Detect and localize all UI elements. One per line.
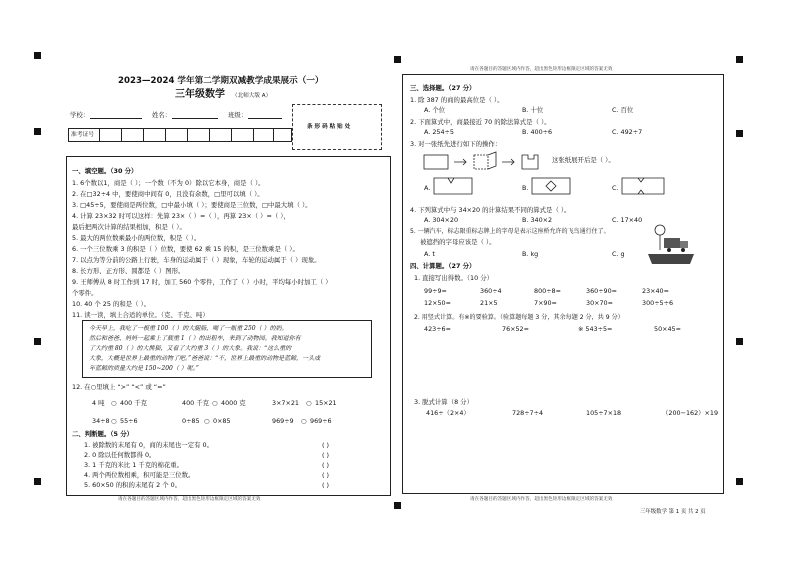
section4-heading: 四、计算题。（27 分） [410,262,476,270]
judge-answer-3[interactable]: ( ) [322,461,330,469]
option-a-shape [434,176,474,196]
oral-calc-item: 7×90= [534,299,557,307]
choice-q4-option-b[interactable]: B. 340×2 [522,216,553,224]
choice-q5-option-b[interactable]: B. kg [522,250,539,258]
school-field[interactable] [90,118,142,119]
compare-right: 55÷6 [120,417,138,425]
fill-line-9: 9. 王师傅从 8 时工作到 17 时，加工 560 个零件，工作了（ ）小时，平均每小时加工（ ） [72,278,332,286]
oral-calc-item: 300÷5÷6 [642,299,674,307]
exam-subject: 三年级数学 [175,89,225,100]
choice-q3: 3. 对一张纸先进行如下的操作： [410,140,502,148]
compare-left: 4 吨 [92,399,105,407]
vertical-calc-item: ※ 543÷5= [578,325,613,333]
vertical-calc-item: 50×45= [654,325,681,333]
choice-q1-option-a[interactable]: A. 个位 [424,106,446,114]
step-calc-item: （200−162）×19 [662,409,719,417]
exam-edition: （北师大版 A） [232,93,272,99]
vertical-calc-item: 76×52= [502,325,529,333]
fill-line-10: 10. 40 个 25 的和是（ ）。 [72,300,151,308]
section2-heading: 二、判断题。（5 分） [72,430,133,438]
choice-q4-option-a[interactable]: A. 304×20 [424,216,459,224]
choice-q3-option-a[interactable]: A. [424,184,431,192]
judge-item-2: 2. 0 除以任何数都得 0。 [84,451,156,459]
class-label: 班级： [228,111,248,119]
fill-line-9b: 个零件。 [72,289,98,297]
registration-mark [736,56,743,63]
registration-mark [34,52,41,59]
choice-q3-option-b[interactable]: B. [522,184,529,192]
oral-calc-item: 12×50= [424,299,451,307]
story-line: 今天早上，我吃了一根重 100（ ）的大腿肠，喝了一瓶重 250（ ）的奶。 [89,325,288,332]
judge-answer-4[interactable]: ( ) [322,471,330,479]
choice-q5: 5. 一辆汽车，标志限重标志牌上的字母是表示这座桥允许的飞鸟通行住了。 [410,228,610,235]
oral-calc-item: 360÷4 [480,287,502,295]
registration-mark [394,56,401,63]
fill-line-4b: 最后把两次计算的结果相加，积是（ ）。 [72,223,186,231]
choice-q5-option-a[interactable]: A. t [424,250,435,258]
exam-id-label: 准考证号 [71,132,95,138]
fill-line-7: 7. 以点为等分前的公路上行驶，车身的运动属于（ ）现象，车轮的运动属于（ ）现象。 [72,256,321,264]
oral-calc-item: 360÷90= [586,287,618,295]
compare-circle[interactable]: ○ [111,417,117,425]
fill-line-2: 2. 在□32÷4 中，要使商中间有 0，且没有余数，□里可以填（ ）。 [72,190,264,198]
choice-q4-option-c[interactable]: C. 17×40 [612,216,643,224]
story-line: 大象，大概是世界上最重的动物了吧。”爸爸说：“不，世界上最重的动物是蓝鲸，一头成 [89,355,321,362]
option-c-shape [622,176,666,196]
step-calc-item: 105÷7×18 [586,409,622,417]
oral-calc-instruction: 1. 直接写出得数。（10 分） [414,274,493,282]
footer-notice-left: 请在各题目的答题区域内作答，超出黑色矩形边框限定区域的答案无效 [118,497,261,502]
compare-right: 15×21 [315,399,337,407]
story-line: 然后和爸爸、妈妈一起乘上了载重 1（ ）的出租车，来到了动物园。我知道你有 [89,335,301,342]
choice-q1-option-b[interactable]: B. 十位 [522,106,544,114]
compare-left: 400 千克 [182,399,210,407]
truck-bridge-figure [648,224,694,266]
exam-id-grid[interactable] [68,128,292,142]
oral-calc-item: 99÷9= [424,287,447,295]
judge-answer-5[interactable]: ( ) [322,481,330,489]
choice-q2-option-c[interactable]: C. 492÷7 [612,128,643,136]
compare-left: 969÷9 [272,417,294,425]
oral-calc-item: 800÷8= [534,287,561,295]
choice-q2-option-b[interactable]: B. 400÷6 [522,128,553,136]
compare-right: 969÷6 [310,417,332,425]
choice-q3-question: 这张纸展开后是（ ）。 [552,156,615,164]
judge-item-1: 1. 被除数的末尾有 0，商的末尾也一定有 0。 [84,441,213,449]
step-calc-item: 728÷7÷4 [512,409,544,417]
exam-title: 2023—2024 学年第二学期双减教学成果展示（一） [118,76,324,86]
compare-circle[interactable]: ○ [204,417,210,425]
choice-q3-option-c[interactable]: C. [612,184,619,192]
choice-q1-option-c[interactable]: C. 百位 [612,106,634,114]
footer-notice-right: 请在各题目的答题区域内作答，超出黑色矩形边框限定区域的答案无效 [470,497,613,502]
registration-mark [394,502,401,509]
vertical-calc-instruction: 2. 用竖式计算。有※的要验算。（验算题每题 3 分，其余每题 2 分，共 9 分） [414,314,624,321]
comparison-instruction: 12. 在○里填上 “>” “<” 或 “=” [72,383,166,391]
school-label: 学校： [70,111,90,119]
compare-left: 0÷85 [182,417,200,425]
right-answer-panel [402,74,724,494]
section3-heading: 三、选择题。（27 分） [410,84,476,92]
compare-circle[interactable]: ○ [301,417,307,425]
registration-mark [34,338,41,345]
compare-circle[interactable]: ○ [306,399,312,407]
page-footer: 三年级数学 第 1 页 共 2 页 [640,509,706,515]
registration-mark [736,130,743,137]
barcode-area [292,104,382,150]
reading-passage-box [82,320,372,378]
section1-heading: 一、填空题。（30 分） [72,167,138,175]
judge-answer-1[interactable]: ( ) [322,441,330,449]
name-field[interactable] [172,118,218,119]
fill-line-11: 11. 读一读，填上合适的单位。（克、千克、吨） [72,311,209,319]
fill-line-8: 8. 长方形、正方形、圆都是（ ）图形。 [72,267,185,275]
judge-answer-2[interactable]: ( ) [322,451,330,459]
fill-line-3: 3. □45÷5，要使商是两位数，□中最小填（ ）；要使商是三位数，□中最大填（ ）。 [72,201,312,209]
name-label: 姓名： [152,111,172,119]
barcode-label: 条 形 码 粘 贴 处 [307,124,351,130]
choice-q2-option-a[interactable]: A. 254÷5 [424,128,454,136]
class-field[interactable] [248,118,282,119]
oral-calc-item: 21×5 [480,299,498,307]
fill-line-4: 4. 计算 23×32 时可以这样：先算 23×（ ）=（ ），再算 23×（ ）=（ ）， [72,212,290,220]
choice-q5-option-c[interactable]: C. g [612,250,625,258]
story-line: 年蓝鲸的质量大约是 150~200（ ）呢。” [89,365,199,372]
fill-line-6: 6. 一个三位数乘 3 的积是（ ）位数，要使 62 乘 15 的积，是三位数乘是（ ）。 [72,245,299,253]
fill-line-1: 1. 6个数以1，商是（ ）；一个数（不为 0）除以它本身，商是（ ）。 [72,179,265,187]
compare-circle[interactable]: ○ [212,399,218,407]
step-calc-item: 416÷（2×4） [426,409,470,417]
registration-mark [736,478,743,485]
step-calc-instruction: 3. 脱式计算（8 分） [414,398,473,406]
registration-mark [736,338,743,345]
vertical-calc-item: 423÷6= [424,325,451,333]
compare-left: 3×7×21 [272,399,299,407]
oral-calc-item: 30×70= [586,299,613,307]
compare-left: 34÷8 [92,417,110,425]
option-b-shape [532,176,572,196]
judge-item-4: 4. 两个两位数相乘，积可能是三位数。 [84,471,195,479]
choice-q5-question: 被遮挡的字母应该是（ ）。 [420,238,496,246]
fill-line-5: 5. 最大的两位数乘最小的两位数，积是（ ）。 [72,234,201,242]
compare-right: 4000 克 [221,399,246,407]
compare-circle[interactable]: ○ [111,399,117,407]
choice-q2: 2. 下面算式中，商最接近 70 的除法算式是（ ）。 [410,118,551,126]
oral-calc-item: 23×40= [642,287,669,295]
judge-item-5: 5. 60×50 的积的末尾有 2 个 0。 [84,481,182,489]
compare-right: 0×85 [213,417,231,425]
story-line: 了大约重 80（ ）的大熊猫，又看了大约重 3（ ）的大象。我说：“这么重的 [89,345,292,352]
choice-q1: 1. 除 387 的商的最高位是（ ）。 [410,96,504,104]
header-notice-right: 请在各题目的答题区域内作答，超出黑色矩形边框限定区域的答案无效 [470,67,613,72]
choice-q4: 4. 下列算式中与 34×20 的计算结果不同的算式是（ ）。 [410,206,571,214]
compare-right: 400 千克 [120,399,148,407]
registration-mark [34,478,41,485]
registration-mark [34,128,41,135]
judge-item-3: 3. 1 千克的米比 1 千克的棉花重。 [84,461,184,469]
